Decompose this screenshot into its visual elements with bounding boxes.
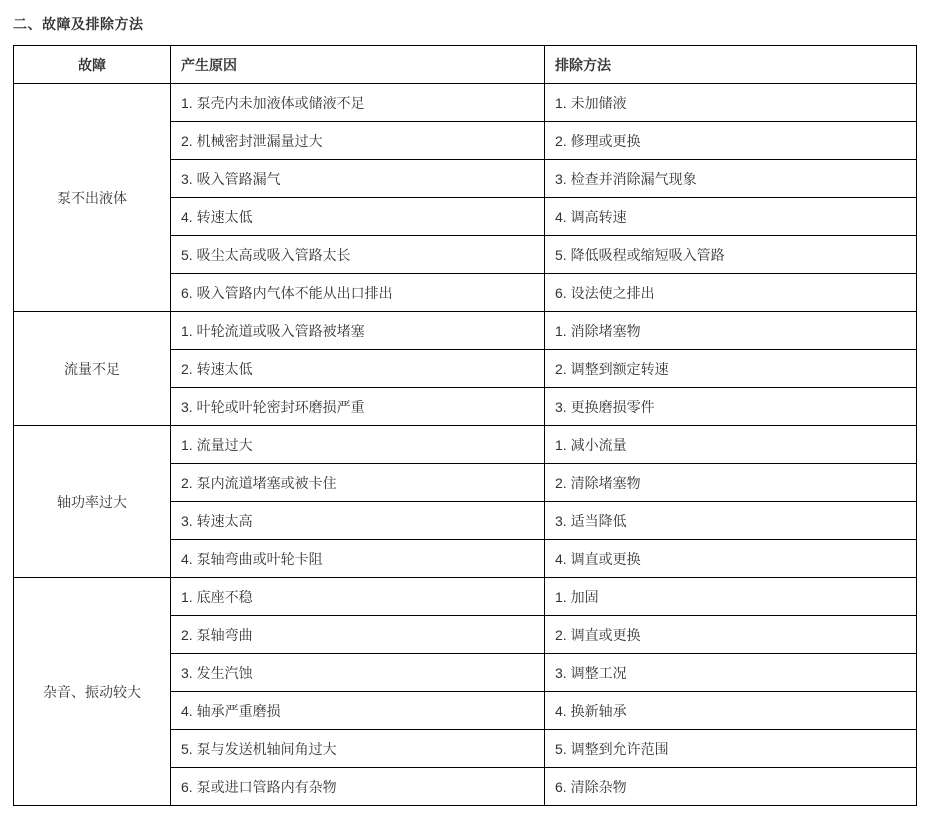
remedy-cell: 1. 加固: [545, 578, 917, 616]
remedy-cell: 1. 减小流量: [545, 426, 917, 464]
cause-cell: 2. 机械密封泄漏量过大: [171, 122, 545, 160]
remedy-cell: 2. 调整到额定转速: [545, 350, 917, 388]
cause-cell: 2. 泵内流道堵塞或被卡住: [171, 464, 545, 502]
fault-table: [13, 45, 917, 806]
table-row: [14, 312, 917, 350]
cause-cell: 2. 泵轴弯曲: [171, 616, 545, 654]
fault-cell: 泵不出液体: [14, 84, 171, 312]
cause-cell: 5. 泵与发送机轴间角过大: [171, 730, 545, 768]
remedy-cell: 4. 调直或更换: [545, 540, 917, 578]
col-header-remedy: 排除方法: [545, 46, 917, 84]
cause-cell: 5. 吸尘太高或吸入管路太长: [171, 236, 545, 274]
remedy-cell: 5. 调整到允许范围: [545, 730, 917, 768]
cause-cell: 3. 发生汽蚀: [171, 654, 545, 692]
cause-cell: 1. 流量过大: [171, 426, 545, 464]
page-title: 二、故障及排除方法: [13, 16, 144, 32]
cause-cell: 3. 叶轮或叶轮密封环磨损严重: [171, 388, 545, 426]
col-header-cause: 产生原因: [171, 46, 545, 84]
table-row: [14, 84, 917, 122]
cause-cell: 1. 泵壳内未加液体或储液不足: [171, 84, 545, 122]
remedy-cell: 6. 清除杂物: [545, 768, 917, 806]
remedy-cell: 3. 检查并消除漏气现象: [545, 160, 917, 198]
table-row: [14, 426, 917, 464]
remedy-cell: 2. 清除堵塞物: [545, 464, 917, 502]
cause-cell: 4. 转速太低: [171, 198, 545, 236]
remedy-cell: 2. 修理或更换: [545, 122, 917, 160]
remedy-cell: 4. 调高转速: [545, 198, 917, 236]
col-header-fault: 故障: [14, 46, 171, 84]
remedy-cell: 1. 未加储液: [545, 84, 917, 122]
cause-cell: 3. 转速太高: [171, 502, 545, 540]
remedy-cell: 6. 设法使之排出: [545, 274, 917, 312]
remedy-cell: 3. 适当降低: [545, 502, 917, 540]
remedy-cell: 3. 更换磨损零件: [545, 388, 917, 426]
cause-cell: 2. 转速太低: [171, 350, 545, 388]
fault-cell: 流量不足: [14, 312, 171, 426]
cause-cell: 4. 泵轴弯曲或叶轮卡阻: [171, 540, 545, 578]
cause-cell: 4. 轴承严重磨损: [171, 692, 545, 730]
cause-cell: 1. 底座不稳: [171, 578, 545, 616]
remedy-cell: 1. 消除堵塞物: [545, 312, 917, 350]
table-row: [14, 578, 917, 616]
cause-cell: 1. 叶轮流道或吸入管路被堵塞: [171, 312, 545, 350]
cause-cell: 6. 泵或进口管路内有杂物: [171, 768, 545, 806]
cause-cell: 6. 吸入管路内气体不能从出口排出: [171, 274, 545, 312]
header-row: [14, 46, 917, 84]
remedy-cell: 2. 调直或更换: [545, 616, 917, 654]
remedy-cell: 4. 换新轴承: [545, 692, 917, 730]
cause-cell: 3. 吸入管路漏气: [171, 160, 545, 198]
remedy-cell: 3. 调整工况: [545, 654, 917, 692]
fault-cell: 杂音、振动较大: [14, 578, 171, 806]
remedy-cell: 5. 降低吸程或缩短吸入管路: [545, 236, 917, 274]
fault-cell: 轴功率过大: [14, 426, 171, 578]
